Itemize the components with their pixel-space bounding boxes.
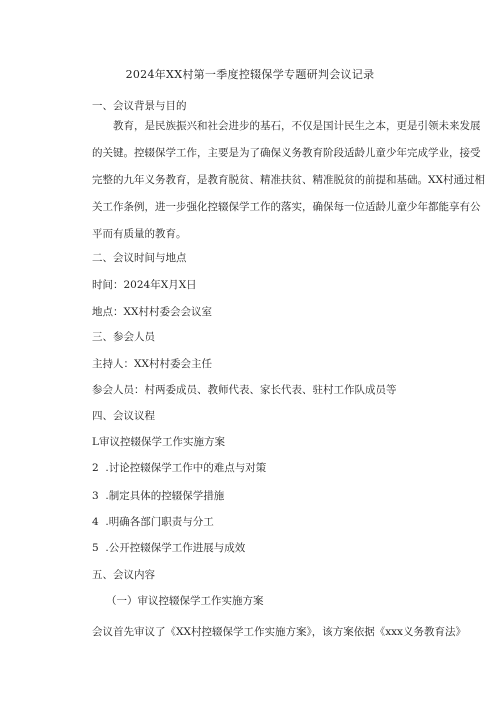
paragraph-line: 完整的九年义务教育，是教育脱贫、精准扶贫、精准脱贫的前提和基础。XX村通过相 — [92, 174, 485, 186]
agenda-item: 4 .明确各部门职责与分工 — [92, 516, 214, 528]
document-title: 2024年XX村第一季度控辍保学专题研判会议记录 — [125, 68, 375, 81]
paragraph-line: 关工作条例，进一步强化控辍保学工作的落实，确保每一位适龄儿童少年都能享有公 — [92, 201, 481, 213]
agenda-item: 3 .制定具体的控辍保学措施 — [92, 490, 225, 502]
paragraph-line: 平而有质量的教育。 — [92, 228, 187, 240]
paragraph-line: 的关键。控辍保学工作，主要是为了确保义务教育阶段适龄儿童少年完成学业，接受 — [92, 147, 481, 159]
paragraph-line: 教育，是民族振兴和社会进步的基石，不仅是国计民生之本，更是引领未来发展 — [113, 120, 481, 132]
content-paragraph-line: 会议首先审议了《XX村控辍保学工作实施方案》，该方案依据《xxx义务教育法》 — [92, 626, 466, 638]
meeting-host: 主持人：XX村村委会主任 — [92, 358, 212, 370]
background-paragraph — [92, 113, 485, 248]
section-heading-agenda: 四、会议议程 — [92, 410, 155, 422]
meeting-attendees: 参会人员：村两委成员、教师代表、家长代表、驻村工作队成员等 — [92, 384, 397, 396]
section-heading-content: 五、会议内容 — [92, 569, 155, 581]
meeting-time: 时间：2024年X月X日 — [92, 279, 197, 291]
agenda-item: L审议控辍保学工作实施方案 — [92, 436, 225, 448]
section-heading-attendees: 三、参会人员 — [92, 331, 155, 343]
agenda-item: 2 .讨论控辍保学工作中的难点与对策 — [92, 462, 267, 474]
meeting-place: 地点：XX村村委会会议室 — [92, 306, 212, 318]
subsection-heading: （一）审议控辍保学工作实施方案 — [106, 595, 264, 607]
section-heading-background: 一、会议背景与目的 — [92, 100, 187, 112]
agenda-item: 5 .公开控辍保学工作进展与成效 — [92, 542, 246, 554]
section-heading-time-place: 二、会议时间与地点 — [92, 252, 187, 264]
